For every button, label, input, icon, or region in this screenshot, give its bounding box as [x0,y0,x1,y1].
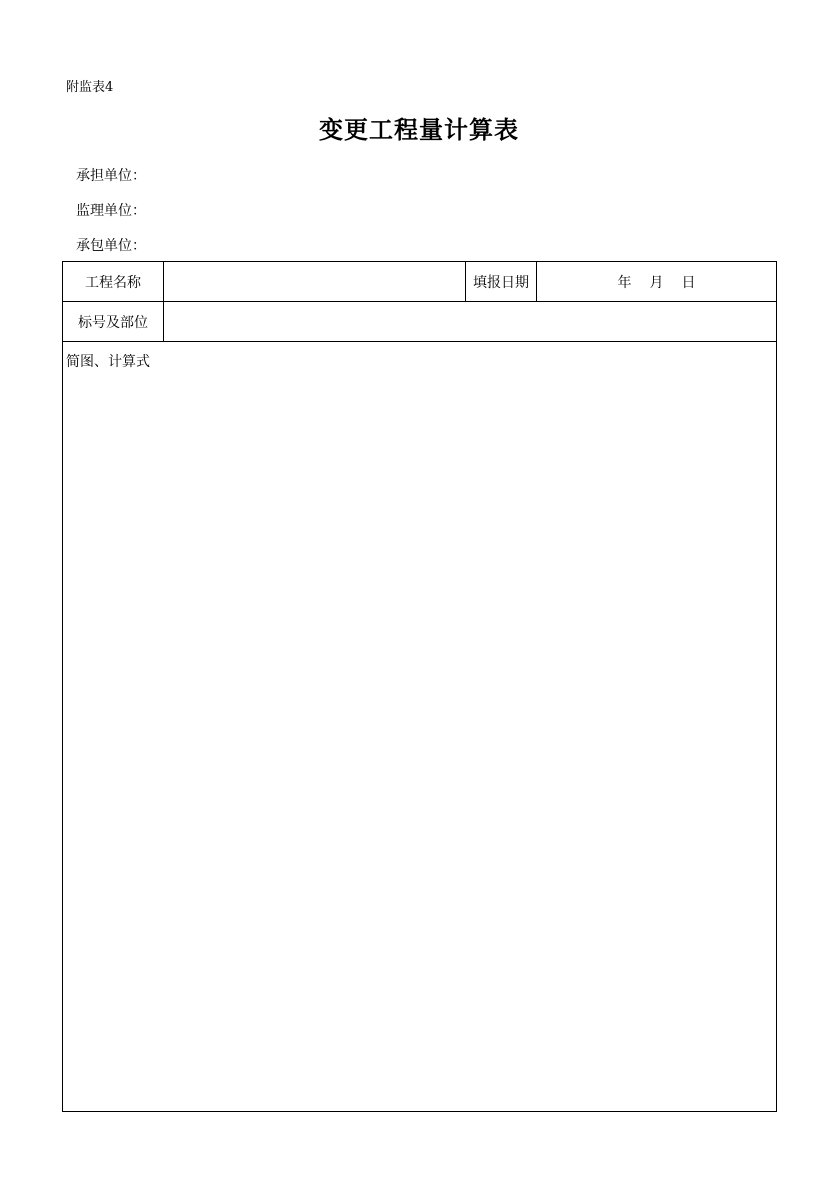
supervision-unit-label: 监理单位： [76,203,146,219]
lot-location-label: 标号及部位 [63,302,164,342]
date-day: 日 [681,274,696,291]
date-month: 月 [649,274,664,291]
date-year: 年 [617,274,632,291]
project-name-field[interactable] [164,262,466,302]
report-date-field[interactable] [537,262,776,302]
form-code: 附监表4 [66,80,114,95]
project-name-label: 工程名称 [63,262,164,302]
page-title: 变更工程量计算表 [319,115,519,144]
lot-location-field[interactable] [164,302,776,342]
quantity-calc-table [62,261,777,1112]
sketch-calc-label: 简图、计算式 [66,354,150,370]
contracting-unit-label: 承包单位： [76,238,146,254]
report-date-label: 填报日期 [466,262,537,302]
sketch-calc-area[interactable] [63,342,776,1111]
undertaking-unit-label: 承担单位： [76,168,146,184]
